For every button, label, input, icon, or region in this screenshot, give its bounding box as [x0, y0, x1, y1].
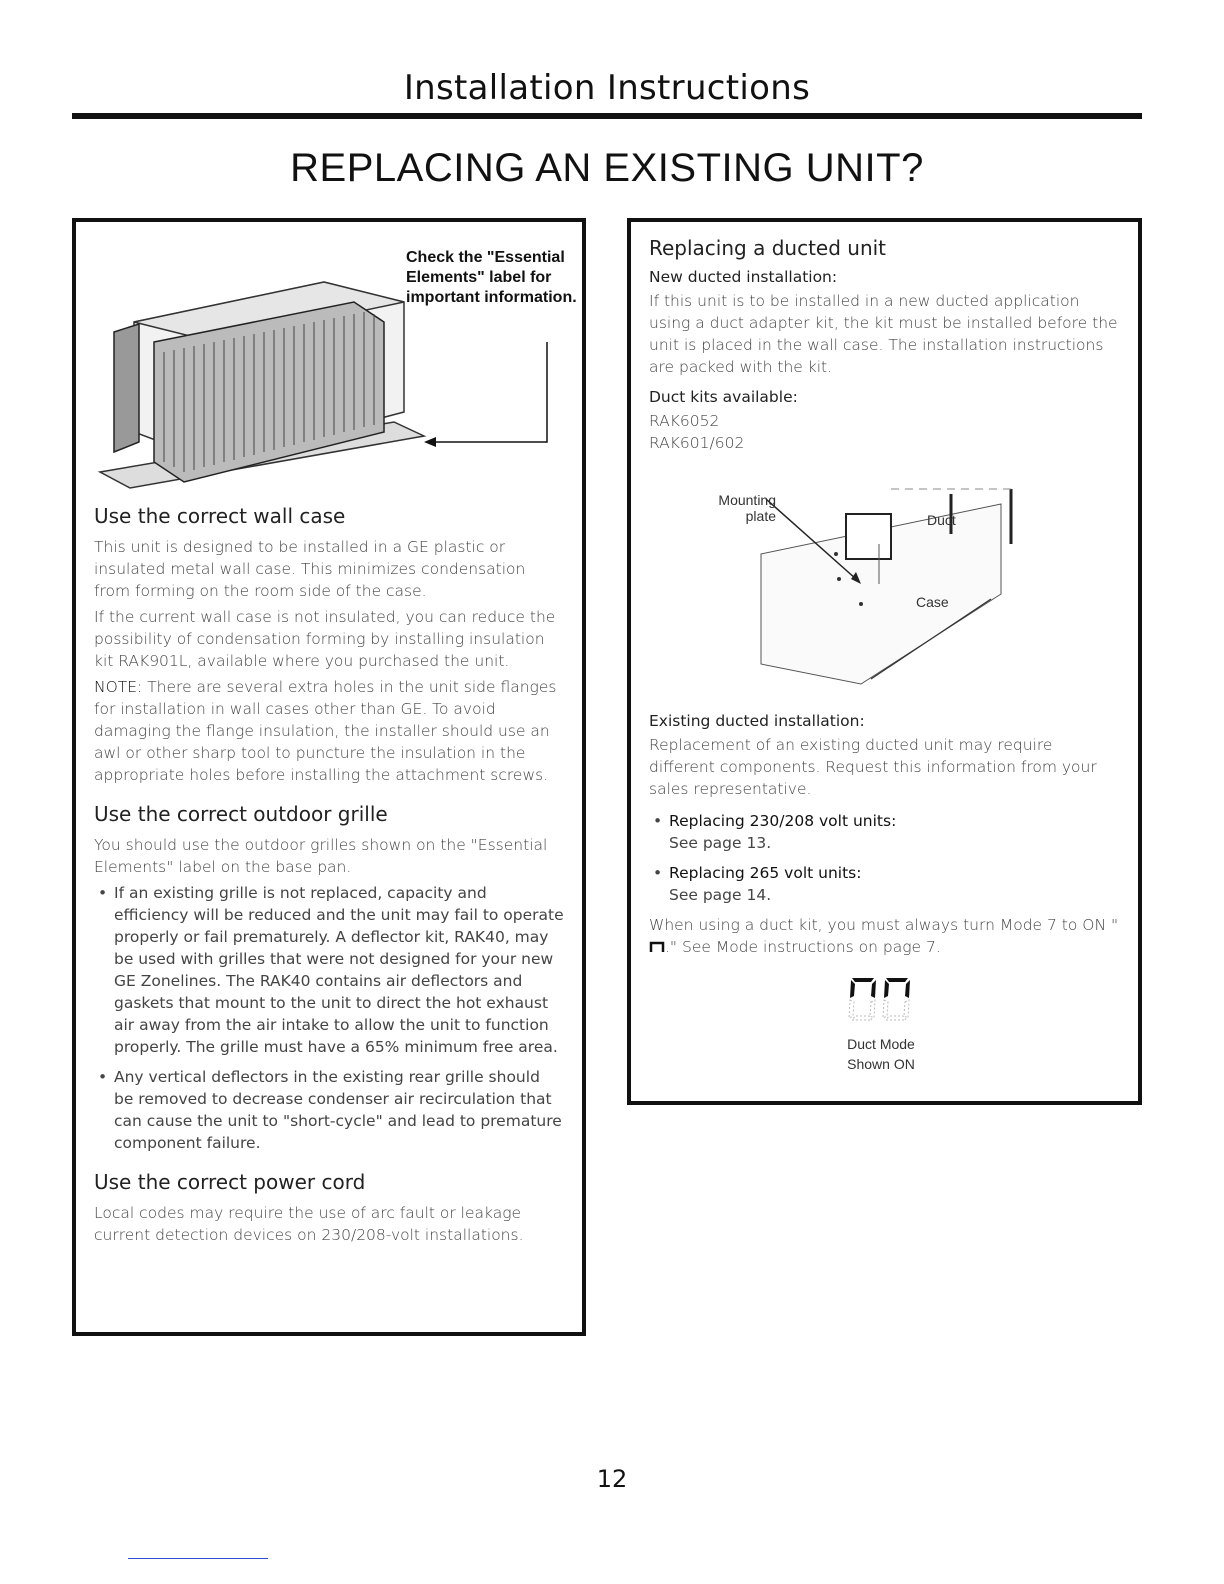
list-item [669, 862, 1119, 906]
mode-instruction [649, 914, 1119, 958]
mounting-plate-label: Mounting plate [718, 492, 776, 524]
mode-text-b: ." See Mode instructions on page 7. [665, 938, 941, 956]
power-cord-paragraph: Local codes may require the use of arc fault or leakage current detection devices on 230/208-volt installations. [94, 1204, 524, 1244]
essential-elements-callout: Check the "Essential Elements" label for important information. [406, 249, 577, 306]
list-item: • Any vertical deflectors in the existing rear grille should be removed to decrease condenser air recirculation that can cause the unit to "short-cycle" and lead to premature component failure. [114, 1066, 564, 1154]
duct-diagram [751, 484, 1041, 694]
new-install-label: New ducted installation: [649, 268, 838, 286]
outdoor-grille-bullets [94, 882, 564, 1154]
existing-install-label: Existing ducted installation: [649, 712, 865, 730]
outdoor-grille-paragraph: You should use the outdoor grilles shown on the "Essential Elements" label on the base pan. [94, 836, 548, 876]
bullet-head: • Replacing 230/208 volt units: [669, 812, 897, 830]
wall-case-note [94, 676, 564, 786]
wall-case-paragraph-1: This unit is designed to be installed in a GE plastic or insulated metal wall case. This minimizes condensation from forming on the room side of the case. [94, 538, 526, 600]
existing-install-text: Replacement of an existing ducted unit may require different components. Request this information from your sales representative. [649, 736, 1097, 798]
duct-kit-item: RAK6052 [649, 412, 720, 430]
caption-line: Duct Mode [847, 1036, 915, 1052]
left-panel [72, 218, 586, 1336]
header-title: Installation Instructions [403, 68, 811, 108]
ducted-unit-title: Replacing a ducted unit [649, 236, 887, 260]
note-label: NOTE: [94, 678, 143, 696]
power-cord-title: Use the correct power cord [94, 1170, 366, 1194]
duct-kits-label: Duct kits available: [649, 388, 798, 406]
bullet-head: • Replacing 265 volt units: [669, 864, 862, 882]
list-item: • If an existing grille is not replaced, capacity and efficiency will be reduced and the unit may fail to operate properly or fail prematurely. A deflector kit, RAK40, may be used with grilles that were not designed for your new GE Zonelines. The RAK40 contains air deflectors and gaskets that mount to the unit to direct the hot exhaust air away from the air intake to allow the unit to function properly. The grille must have a 65% minimum free area. [114, 882, 564, 1058]
outdoor-grille-title: Use the correct outdoor grille [94, 802, 388, 826]
duct-label: Duct [927, 512, 956, 528]
note-text: There are several extra holes in the unit side flanges for installation in wall cases other than GE. To avoid damaging the flange insulation, the installer should use an awl or other sharp tool to puncture the insulation in the appropriate holes before installing the attachment screws. [94, 678, 557, 784]
replacement-bullets [649, 810, 1119, 906]
footer-link-line [128, 1558, 268, 1559]
list-item [669, 810, 1119, 854]
new-install-text: If this unit is to be installed in a new ducted application using a duct adapter kit, the kit must be installed before the unit is placed in the wall case. The installation instructions are packed with the kit. [649, 292, 1118, 376]
right-panel [627, 218, 1142, 1105]
mode-text-a: When using a duct kit, you must always turn Mode 7 to ON " [649, 916, 1119, 934]
bullet-text: See page 14. [669, 886, 772, 904]
page-title: REPLACING AN EXISTING UNIT? [290, 146, 924, 190]
bullet-text: See page 13. [669, 834, 772, 852]
duct-kit-item: RAK601/602 [649, 434, 745, 452]
caption-line: Shown ON [847, 1056, 915, 1072]
duct-mode-caption [781, 1034, 981, 1074]
wall-case-title: Use the correct wall case [94, 504, 346, 528]
wall-case-paragraph-2: If the current wall case is not insulated, you can reduce the possibility of condensation forming by installing insulation kit RAK901L, available where you purchased the unit. [94, 608, 556, 670]
duct-mode-symbol-icon [649, 941, 665, 953]
page-number: 12 [596, 1465, 628, 1493]
header-rule [72, 113, 1142, 119]
case-label: Case [916, 594, 949, 610]
seven-segment-display-icon [846, 974, 916, 1024]
